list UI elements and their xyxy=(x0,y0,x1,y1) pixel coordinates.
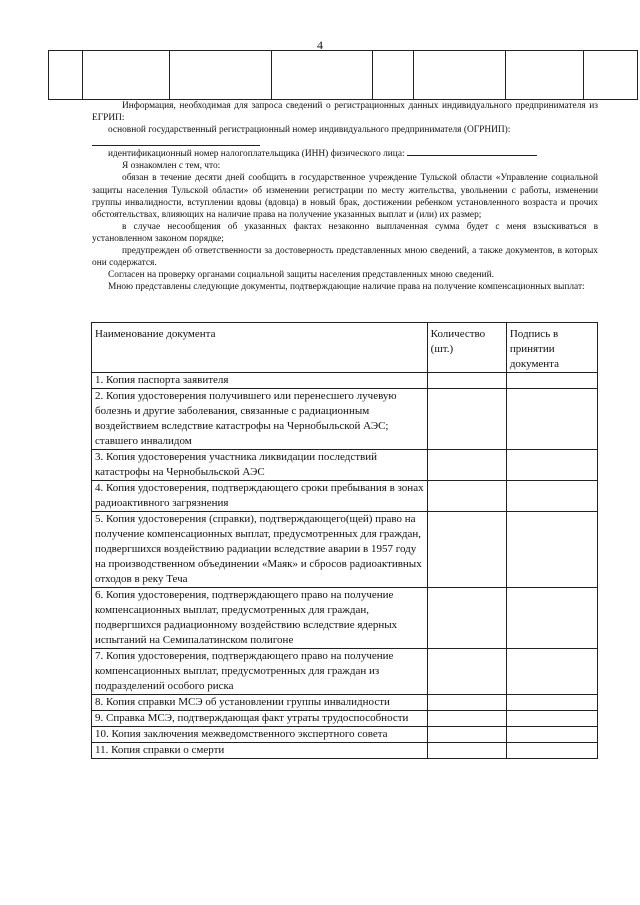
empty-cell xyxy=(583,51,637,100)
document-name: 11. Копия справки о смерти xyxy=(92,743,428,759)
signature-cell[interactable] xyxy=(506,389,597,450)
table-row xyxy=(92,373,598,389)
table-row xyxy=(92,481,598,512)
empty-cell xyxy=(82,51,169,100)
signature-cell[interactable] xyxy=(506,649,597,695)
table-row xyxy=(92,512,598,588)
document-name: 3. Копия удостоверения участника ликвидации последствий катастрофы на Чернобыльской АЭС xyxy=(92,450,428,481)
document-name: 10. Копия заключения межведомственного экспертного совета xyxy=(92,727,428,743)
signature-cell[interactable] xyxy=(506,695,597,711)
signature-cell[interactable] xyxy=(506,373,597,389)
inn-paragraph xyxy=(92,147,598,160)
egrip-info-paragraph: Информация, необходимая для запроса сведений о регистрационных данных индивидуального предпринимателя из ЕГРИП: xyxy=(92,101,598,124)
quantity-cell[interactable] xyxy=(427,743,506,759)
non-report-paragraph: в случае несообщения об указанных фактах незаконно выплаченная сумма будет с меня взыскиваться в установленном законом порядке; xyxy=(92,221,598,244)
document-name: 2. Копия удостоверения получившего или перенесшего лучевую болезнь и другие заболевания, связанные с радиационным воздействием вследствие катастрофы на Чернобыльской АЭС; ставшего инвалидом xyxy=(92,389,428,450)
table-row xyxy=(92,588,598,649)
table-row xyxy=(92,711,598,727)
quantity-cell[interactable] xyxy=(427,588,506,649)
inn-line[interactable] xyxy=(407,147,537,156)
header-quantity: Количество (шт.) xyxy=(427,323,506,373)
quantity-cell[interactable] xyxy=(427,512,506,588)
document-name: 9. Справка МСЭ, подтверждающая факт утраты трудоспособности xyxy=(92,711,428,727)
acquainted-paragraph: Я ознакомлен с тем, что: xyxy=(122,161,221,172)
inn-label: идентификационный номер налогоплательщика (ИНН) физического лица: xyxy=(108,149,405,160)
table-row xyxy=(92,649,598,695)
table-row xyxy=(92,389,598,450)
documents-table xyxy=(91,322,598,759)
obliged-paragraph: обязан в течение десяти дней сообщить в государственное учреждение Тульской области «Управление социальной защиты населения Тульской области» об изменении регистрации по месту жительства, увольнении с работы, изменении группы инвалидности, вступлении вдовы (вдовца) в новый брак, достижении ребенком установленного возраста и прочих обстоятельствах, влияющих на наличие права на получение указанных выплат и (или) их размер; xyxy=(92,173,598,220)
ogrnip-line[interactable] xyxy=(92,145,260,146)
signature-cell[interactable] xyxy=(506,450,597,481)
quantity-cell[interactable] xyxy=(427,450,506,481)
agree-paragraph: Согласен на проверку органами социальной защиты населения представленных мною сведений. xyxy=(108,270,494,281)
document-name: 1. Копия паспорта заявителя xyxy=(92,373,428,389)
form-text-block xyxy=(92,100,598,293)
table-row xyxy=(92,450,598,481)
empty-cell xyxy=(49,51,83,100)
page-number: 4 xyxy=(317,38,323,52)
warned-paragraph: предупрежден об ответственности за достоверность представленных мною сведений, а также документов, в которых они содержатся. xyxy=(92,246,598,269)
signature-cell[interactable] xyxy=(506,512,597,588)
quantity-cell[interactable] xyxy=(427,481,506,512)
document-name: 5. Копия удостоверения (справки), подтверждающего(щей) право на получение компенсационных выплат, предусмотренных для граждан, подвергшихся воздействию радиации вследствие аварии в 1957 году на производственном объединении «Маяк» и сбросов радиоактивных отходов в реку Теча xyxy=(92,512,428,588)
header-document-name: Наименование документа xyxy=(92,323,428,373)
table-row xyxy=(92,695,598,711)
document-name: 4. Копия удостоверения, подтверждающего сроки пребывания в зонах радиоактивного загрязнения xyxy=(92,481,428,512)
signature-cell[interactable] xyxy=(506,711,597,727)
header-signature: Подпись в принятии документа xyxy=(506,323,597,373)
document-name: 6. Копия удостоверения, подтверждающего право на получение компенсационных выплат, предусмотренных для граждан, подвергшихся радиационному воздействию вследствие ядерных испытаний на Семипалатинском полигоне xyxy=(92,588,428,649)
quantity-cell[interactable] xyxy=(427,711,506,727)
table-header-row xyxy=(92,323,598,373)
empty-cell xyxy=(169,51,272,100)
signature-cell[interactable] xyxy=(506,588,597,649)
signature-cell[interactable] xyxy=(506,727,597,743)
ogrnip-paragraph: основной государственный регистрационный номер индивидуального предпринимателя (ОГРНИП): xyxy=(108,125,511,136)
quantity-cell[interactable] xyxy=(427,727,506,743)
quantity-cell[interactable] xyxy=(427,649,506,695)
signature-cell[interactable] xyxy=(506,743,597,759)
table-row xyxy=(92,727,598,743)
submitted-paragraph: Мною представлены следующие документы, подтверждающие наличие права на получение компенсационных выплат: xyxy=(108,282,585,293)
empty-cell xyxy=(272,51,373,100)
signature-cell[interactable] xyxy=(506,481,597,512)
empty-cell xyxy=(505,51,583,100)
document-name: 7. Копия удостоверения, подтверждающего право на получение компенсационных выплат, предусмотренных для граждан из подразделений особого риска xyxy=(92,649,428,695)
empty-cell xyxy=(413,51,505,100)
quantity-cell[interactable] xyxy=(427,373,506,389)
empty-cell xyxy=(373,51,414,100)
document-name: 8. Копия справки МСЭ об установлении группы инвалидности xyxy=(92,695,428,711)
continuation-table xyxy=(48,50,638,100)
table-row xyxy=(92,743,598,759)
quantity-cell[interactable] xyxy=(427,389,506,450)
quantity-cell[interactable] xyxy=(427,695,506,711)
